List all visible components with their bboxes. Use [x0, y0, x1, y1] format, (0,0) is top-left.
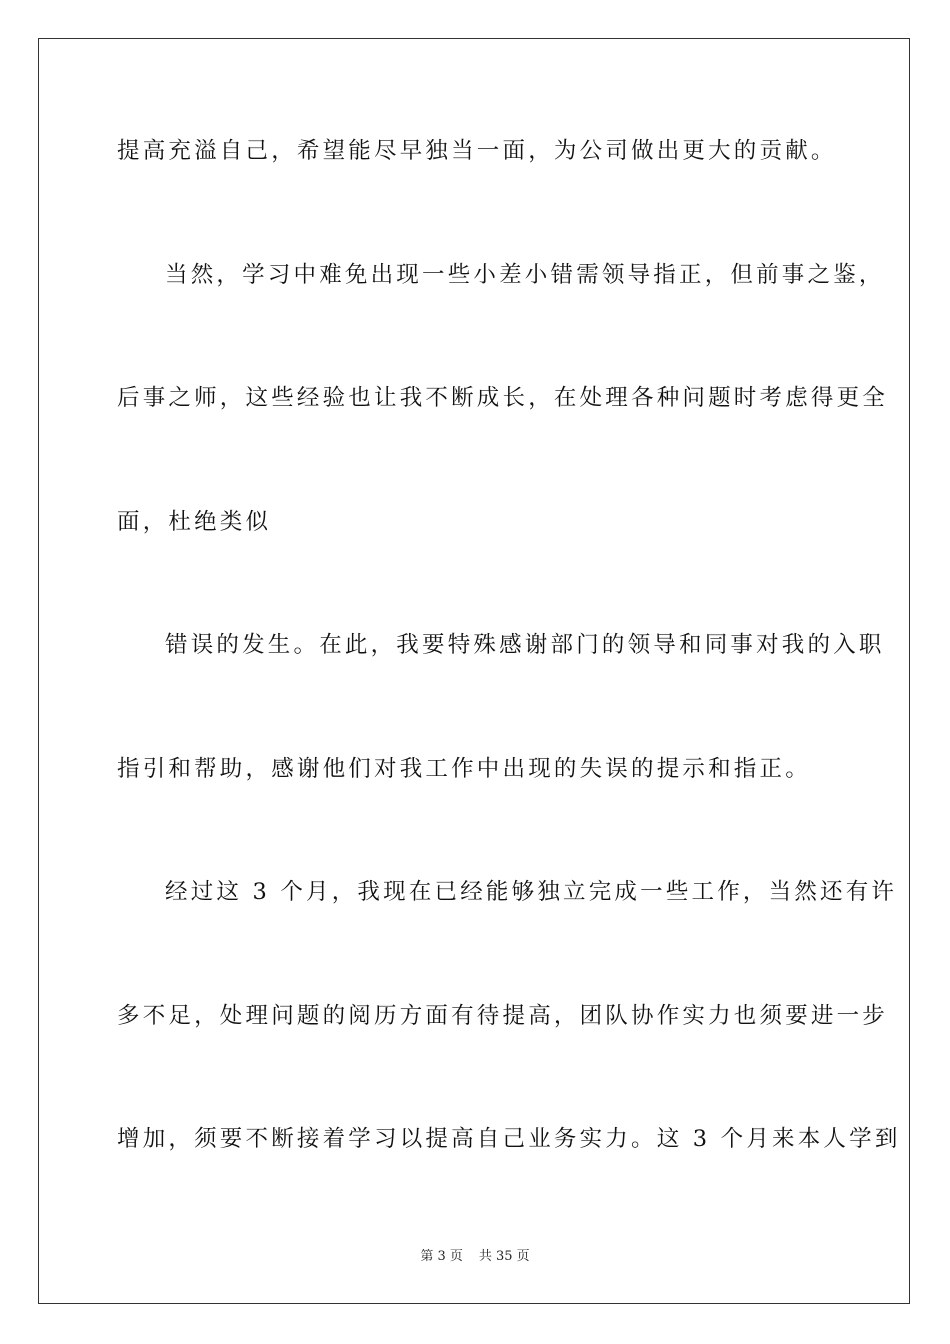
page-footer [0, 1248, 950, 1266]
body-text-line: 面，杜绝类似 [117, 509, 272, 535]
body-text-line: 当然，学习中难免出现一些小差小错需领导指正，但前事之鉴， [165, 262, 885, 288]
body-text-line: 指引和帮助，感谢他们对我工作中出现的失误的提示和指正。 [117, 756, 811, 782]
body-text-line: 错误的发生。在此，我要特殊感谢部门的领导和同事对我的入职 [165, 632, 885, 658]
page-number: 第 3 页 [420, 1249, 463, 1264]
total-pages: 共 35 页 [478, 1249, 530, 1264]
body-text-line: 多不足，处理问题的阅历方面有待提高，团队协作实力也须要进一步 [117, 1003, 889, 1029]
body-text-line: 经过这 3 个月，我现在已经能够独立完成一些工作，当然还有许 [165, 879, 898, 905]
body-text-line: 后事之师，这些经验也让我不断成长，在处理各种问题时考虑得更全 [117, 385, 889, 411]
body-text-line: 提高充溢自己，希望能尽早独当一面，为公司做出更大的贡献。 [117, 138, 837, 164]
page-border [38, 38, 910, 1304]
body-text-line: 增加，须要不断接着学习以提高自己业务实力。这 3 个月来本人学到 [117, 1126, 901, 1152]
